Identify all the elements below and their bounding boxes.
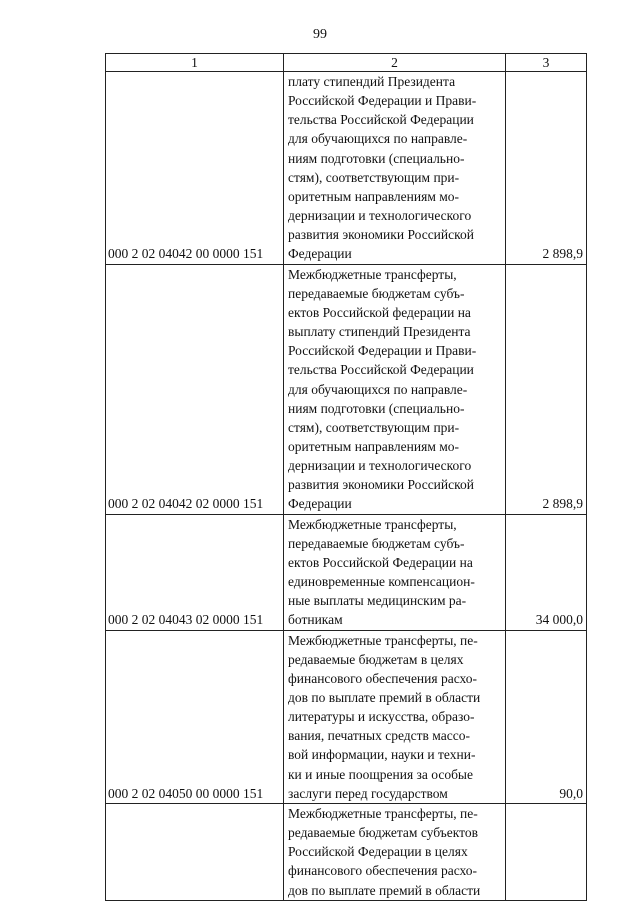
description-line: стям), соответствующим при- [288,419,460,435]
amount-cell: 2 898,9 [506,72,587,265]
description-line: Межбюджетные трансферты, пе- [288,632,478,648]
header-col-amount: 3 [506,54,587,72]
header-col-code: 1 [106,54,284,72]
amount-cell: 2 898,9 [506,264,587,514]
description-line: стям), соответствующим при- [288,169,460,185]
header-col-description: 2 [284,54,506,72]
description-line: Российской Федерации и Прави- [288,343,477,359]
description-cell [284,264,506,514]
description-cell [284,803,506,900]
code-cell: 000 2 02 04050 00 0000 151 [106,630,284,803]
description-line: тельства Российской Федерации [288,362,474,378]
description-line: заслуги перед государством [288,785,448,801]
description-line: Межбюджетные трансферты, пе- [288,805,478,821]
description-line: ные выплаты медицинским ра- [288,593,467,609]
description-line: передаваемые бюджетам субъ- [288,535,465,551]
amount-cell: 90,0 [506,630,587,803]
budget-table [105,53,587,901]
table-row [106,514,587,630]
description-line: дов по выплате премий в области [288,882,481,898]
description-line: Российской Федерации и Прави- [288,93,477,109]
amount-cell [506,803,587,900]
table-header [106,54,587,72]
description-line: ектов Российской Федерации на [288,554,473,570]
description-line: развития экономики Российской [288,227,474,243]
description-line: единовременные компенсацион- [288,574,475,590]
table-row [106,630,587,803]
code-cell: 000 2 02 04043 02 0000 151 [106,514,284,630]
table-row [106,72,587,265]
description-cell [284,514,506,630]
description-line: тельства Российской Федерации [288,112,474,128]
code-cell: 000 2 02 04042 02 0000 151 [106,264,284,514]
description-line: выплату стипендий Президента [288,324,471,340]
description-line: оритетным направлениям мо- [288,438,460,454]
description-line: ниям подготовки (специально- [288,150,465,166]
table-body [106,72,587,901]
description-line: редаваемые бюджетам субъектов [288,825,478,841]
table-row [106,264,587,514]
page-number: 99 [313,27,327,42]
description-line: вания, печатных средств массо- [288,728,470,744]
code-cell [106,803,284,900]
description-line: плату стипендий Президента [288,74,456,89]
description-line: дов по выплате премий в области [288,690,481,705]
description-line: вой информации, науки и техни- [288,747,476,763]
description-line: для обучающихся по направле- [288,381,468,397]
header-row [106,54,587,72]
description-line: редаваемые бюджетам в целях [288,651,464,667]
description-line: ки и иные поощрения за особые [288,766,473,782]
description-line: развития экономики Российской [288,477,474,493]
table-row [106,803,587,900]
description-line: Российской Федерации в целях [288,844,468,860]
description-line: ниям подготовки (специально- [288,400,465,416]
description-line: финансового обеспечения расхо- [288,863,478,879]
code-cell: 000 2 02 04042 00 0000 151 [106,72,284,265]
description-cell [284,630,506,803]
description-line: финансового обеспечения расхо- [288,670,478,686]
description-line: дернизации и технологического [288,458,472,474]
description-line: дернизации и технологического [288,208,472,224]
description-line: передаваемые бюджетам субъ- [288,285,465,301]
description-line: ботникам [288,612,343,628]
amount-cell: 34 000,0 [506,514,587,630]
description-line: оритетным направлениям мо- [288,188,460,204]
description-line: для обучающихся по направле- [288,131,468,147]
description-line: литературы и искусства, образо- [288,709,475,725]
description-line: Межбюджетные трансферты, [288,516,457,532]
description-line: Межбюджетные трансферты, [288,266,457,282]
description-line: Федерации [288,496,352,512]
description-line: ектов Российской федерации на [288,304,471,320]
description-cell [284,72,506,265]
description-line: Федерации [288,246,352,262]
